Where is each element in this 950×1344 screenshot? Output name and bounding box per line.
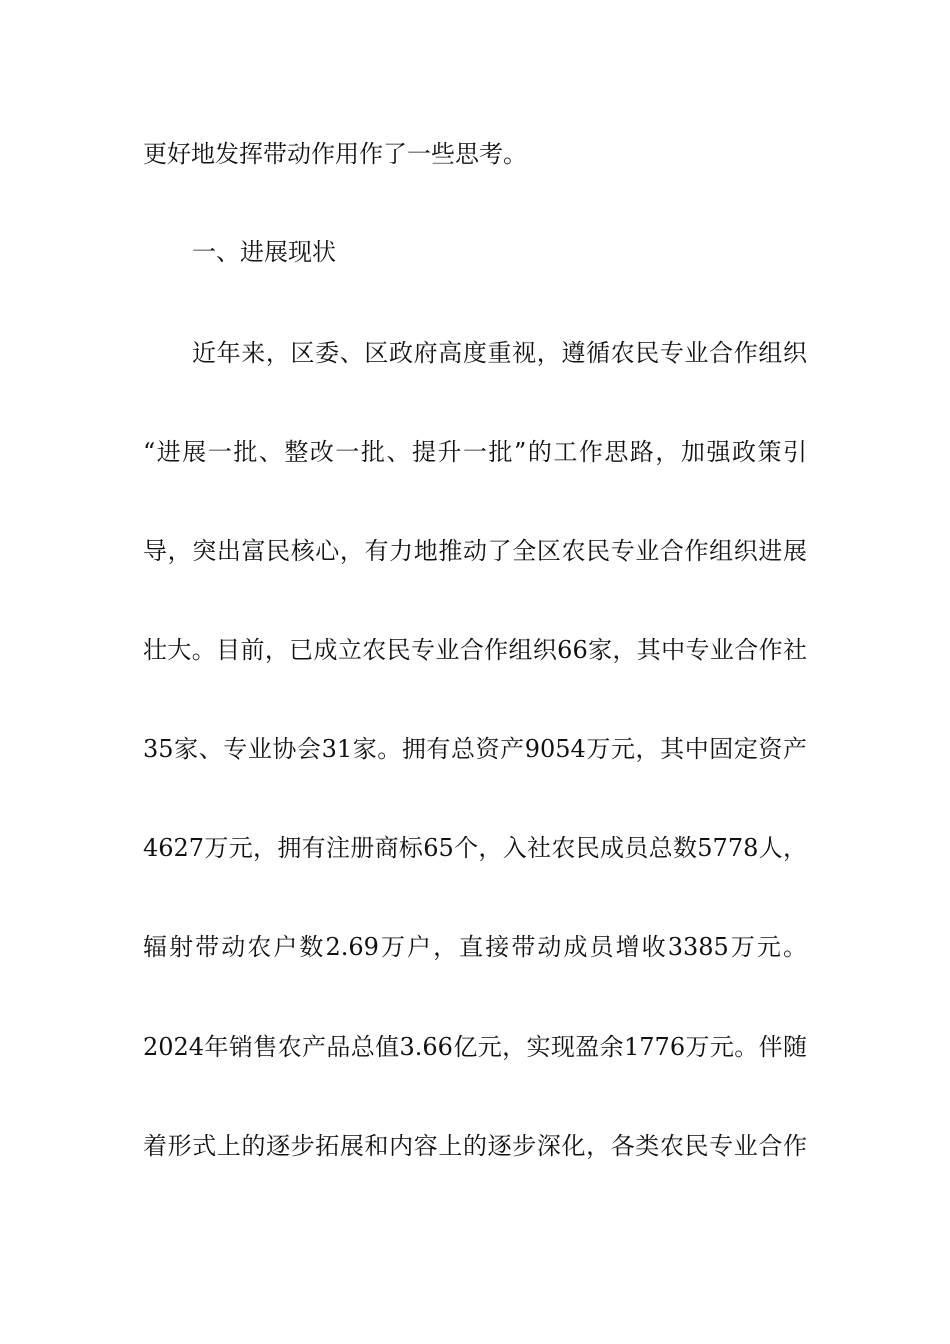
paragraph-line: 辐射带动农户数2.69万户，直接带动成员增收3385万元。 <box>143 933 807 961</box>
paragraph-line: 2024年销售农产品总值3.66亿元，实现盈余1776万元。伴随 <box>143 1033 807 1061</box>
section-heading: 一、进展现状 <box>192 238 336 266</box>
paragraph-line: 4627万元，拥有注册商标65个，入社农民成员总数5778人， <box>143 834 807 862</box>
paragraph-line: 导，突出富民核心，有力地推动了全区农民专业合作组织进展 <box>143 537 807 565</box>
paragraph-line: 近年来，区委、区政府高度重视，遵循农民专业合作组织 <box>192 339 807 367</box>
paragraph-line: 壮大。目前，已成立农民专业合作组织66家，其中专业合作社 <box>143 636 807 664</box>
paragraph-line: 35家、专业协会31家。拥有总资产9054万元，其中固定资产 <box>143 735 807 763</box>
paragraph-line: “进展一批、整改一批、提升一批”的工作思路，加强政策引 <box>143 438 807 466</box>
paragraph-line: 更好地发挥带动作用作了一些思考。 <box>143 140 527 168</box>
paragraph-line: 着形式上的逐步拓展和内容上的逐步深化，各类农民专业合作 <box>143 1132 807 1160</box>
